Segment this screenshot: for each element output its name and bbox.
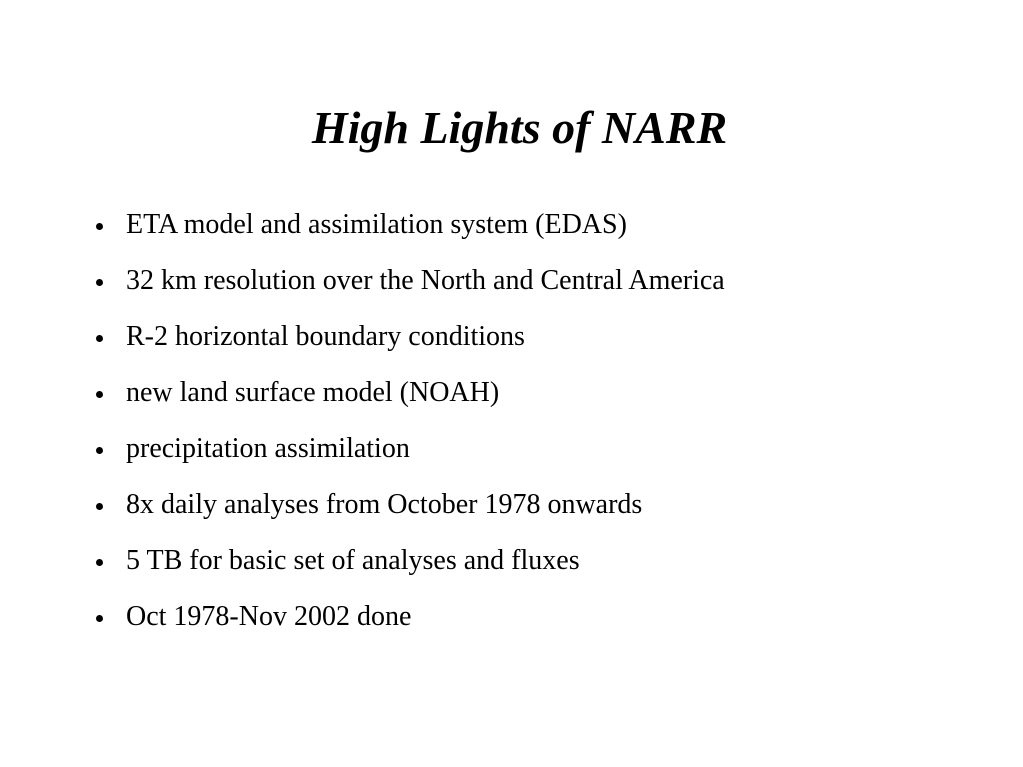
bullet-text: 5 TB for basic set of analyses and fluxes (126, 545, 580, 576)
bullet-dot-icon (96, 615, 103, 622)
bullet-dot-icon (96, 223, 103, 230)
bullet-dot-icon (96, 279, 103, 286)
bullet-dot-icon (96, 559, 103, 566)
bullet-text: ETA model and assimilation system (EDAS) (126, 209, 627, 240)
bullet-dot-icon (96, 447, 103, 454)
slide-title: High Lights of NARR (311, 102, 728, 153)
bullet-dot-icon (96, 391, 103, 398)
bullet-text: new land surface model (NOAH) (126, 377, 500, 408)
bullet-text: Oct 1978-Nov 2002 done (126, 601, 412, 632)
bullet-text: R-2 horizontal boundary conditions (126, 321, 525, 352)
bullet-text: precipitation assimilation (126, 433, 410, 464)
bullet-text: 32 km resolution over the North and Central America (126, 265, 725, 296)
bullet-text: 8x daily analyses from October 1978 onwards (126, 489, 643, 520)
bullet-dot-icon (96, 503, 103, 510)
bullet-dot-icon (96, 335, 103, 342)
